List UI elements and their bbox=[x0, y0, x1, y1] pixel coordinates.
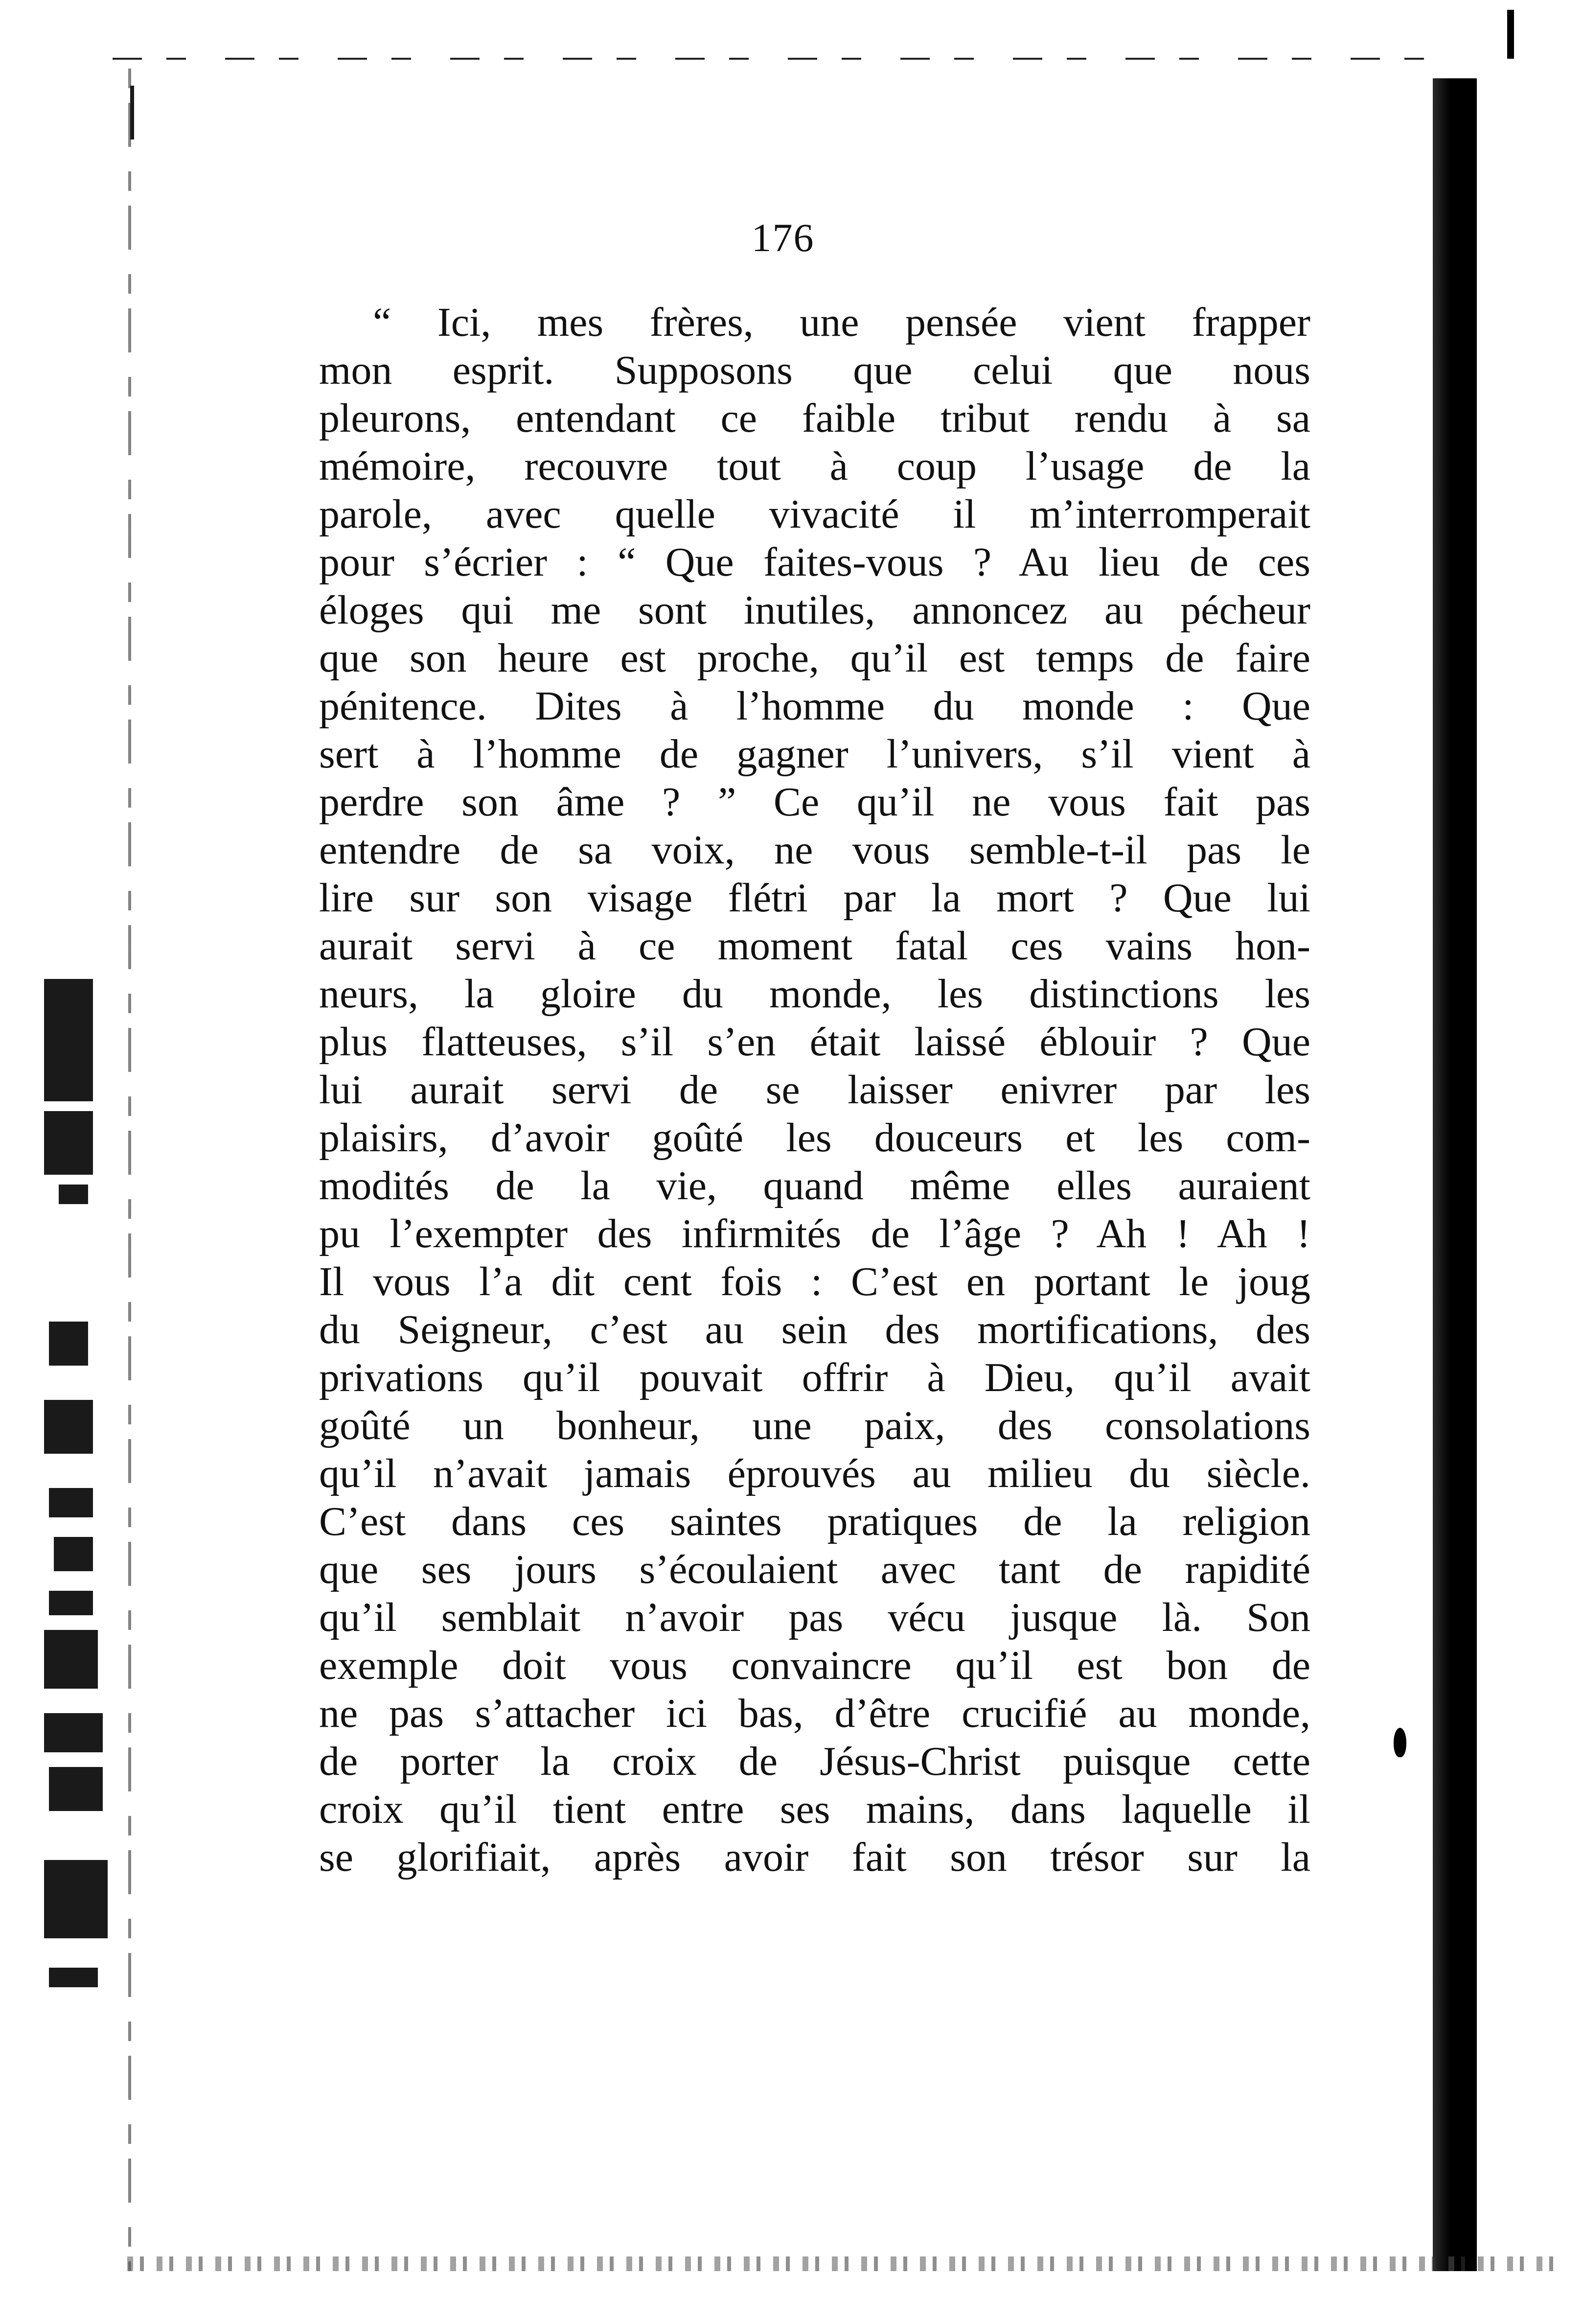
text-line: lui aurait servi de se laisser enivrer par les bbox=[319, 1067, 1310, 1113]
text-line: mon esprit. Supposons que celui que nous bbox=[319, 348, 1310, 393]
text-line: exemple doit vous convaincre qu’il est bon de bbox=[319, 1643, 1310, 1688]
margin-scan-noise bbox=[39, 979, 127, 2007]
text-line: modités de la vie, quand même elles auraient bbox=[319, 1163, 1310, 1208]
body-text bbox=[319, 299, 1310, 1882]
text-line: C’est dans ces saintes pratiques de la religion bbox=[319, 1499, 1310, 1544]
text-line: pu l’exempter des infirmités de l’âge ? Ah ! Ah ! bbox=[319, 1211, 1310, 1256]
text-line: “ Ici, mes frères, une pensée vient frapper bbox=[373, 300, 1310, 345]
text-line: goûté un bonheur, une paix, des consolations bbox=[319, 1403, 1310, 1448]
text-line: éloges qui me sont inutiles, annoncez au pécheur bbox=[319, 587, 1310, 633]
text-line: que son heure est proche, qu’il est temps de faire bbox=[319, 635, 1310, 681]
page-number: 176 bbox=[751, 215, 815, 260]
text-line: mémoire, recouvre tout à coup l’usage de la bbox=[319, 443, 1310, 489]
text-line: Il vous l’a dit cent fois : C’est en portant le joug bbox=[319, 1259, 1310, 1304]
text-line: qu’il n’avait jamais éprouvés au milieu du siècle. bbox=[319, 1451, 1310, 1496]
text-line: lire sur son visage flétri par la mort ? Que lui bbox=[319, 875, 1310, 921]
text-line: croix qu’il tient entre ses mains, dans laquelle il bbox=[319, 1787, 1310, 1832]
text-line: plus flatteuses, s’il s’en était laissé éblouir ? Que bbox=[319, 1019, 1310, 1065]
bottom-border-artifact bbox=[127, 2256, 1556, 2271]
text-line: ne pas s’attacher ici bas, d’être crucifié au monde, bbox=[319, 1691, 1310, 1736]
text-line: privations qu’il pouvait offrir à Dieu, qu’il avait bbox=[319, 1355, 1310, 1400]
text-line: parole, avec quelle vivacité il m’interromperait bbox=[319, 491, 1310, 537]
text-line: de porter la croix de Jésus-Christ puisque cette bbox=[319, 1739, 1310, 1784]
text-line: que ses jours s’écoulaient avec tant de rapidité bbox=[319, 1547, 1310, 1592]
text-line: qu’il semblait n’avoir pas vécu jusque là. Son bbox=[319, 1595, 1310, 1640]
text-line: du Seigneur, c’est au sein des mortifications, des bbox=[319, 1307, 1310, 1352]
ink-blot bbox=[1394, 1728, 1406, 1757]
text-line: pour s’écrier : “ Que faites-vous ? Au lieu de ces bbox=[319, 539, 1310, 585]
binding-spine-cap bbox=[1507, 10, 1514, 59]
text-line: perdre son âme ? ” Ce qu’il ne vous fait pas bbox=[319, 779, 1310, 825]
text-line: pleurons, entendant ce faible tribut rendu à sa bbox=[319, 395, 1310, 441]
binding-spine-shadow bbox=[1433, 78, 1477, 2271]
text-line: plaisirs, d’avoir goûté les douceurs et les com- bbox=[319, 1115, 1310, 1161]
left-border-artifact bbox=[128, 69, 131, 2271]
text-line: aurait servi à ce moment fatal ces vains hon- bbox=[319, 923, 1310, 969]
text-line: sert à l’homme de gagner l’univers, s’il vient à bbox=[319, 731, 1310, 777]
text-line: se glorifiait, après avoir fait son trésor sur la bbox=[319, 1835, 1310, 1880]
text-line: entendre de sa voix, ne vous semble-t-il pas le bbox=[319, 827, 1310, 873]
text-line: pénitence. Dites à l’homme du monde : Que bbox=[319, 683, 1310, 729]
top-border-artifact bbox=[113, 58, 1434, 60]
left-border-mark bbox=[130, 86, 134, 139]
text-line: neurs, la gloire du monde, les distinctions les bbox=[319, 971, 1310, 1017]
